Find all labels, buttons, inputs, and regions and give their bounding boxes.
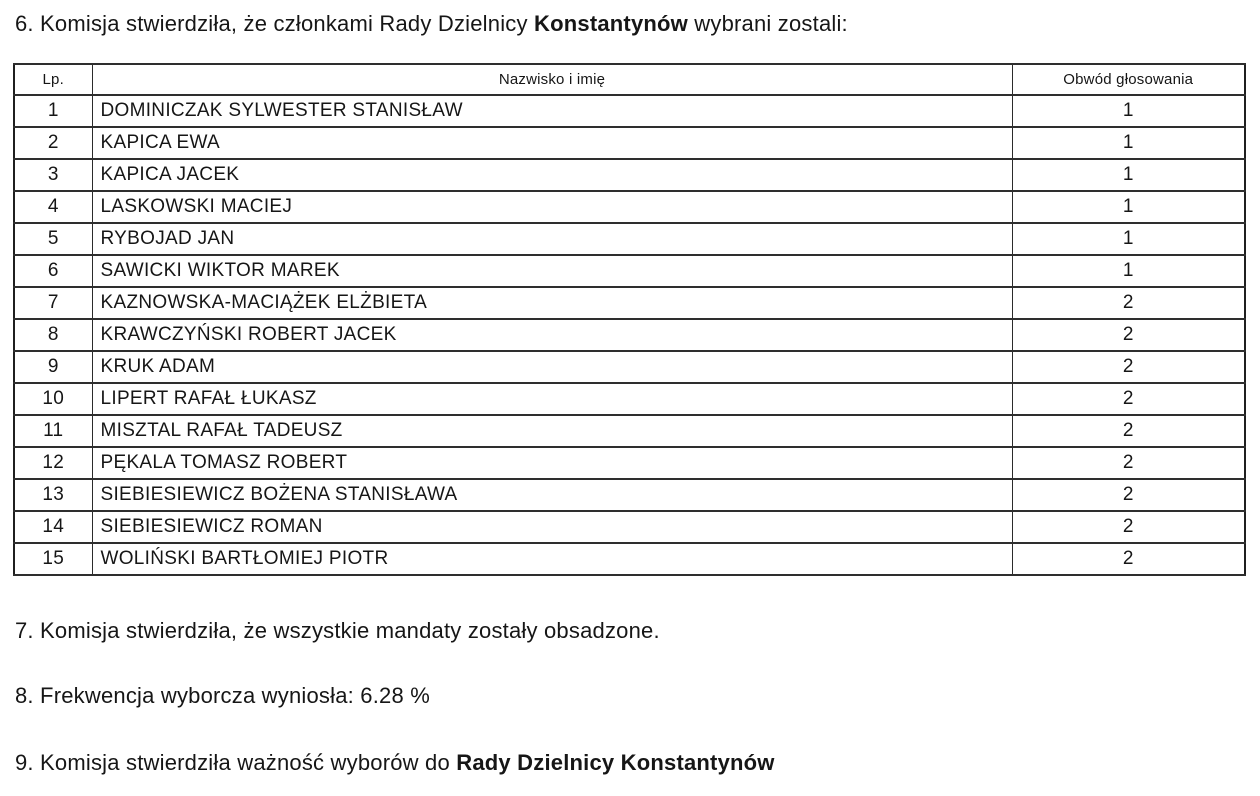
table-row [14, 479, 1245, 511]
table-row [14, 543, 1245, 575]
paragraph-6-prefix: 6. Komisja stwierdziła, że członkami Rady Dzielnicy [15, 11, 535, 36]
cell-district: 2 [1012, 351, 1245, 383]
cell-lp: 10 [14, 383, 92, 415]
cell-district: 1 [1012, 191, 1245, 223]
paragraph-6-suffix: wybrani zostali: [687, 11, 848, 36]
cell-district: 2 [1012, 447, 1245, 479]
cell-lp: 5 [14, 223, 92, 255]
table-row [14, 415, 1245, 447]
cell-name: PĘKALA TOMASZ ROBERT [92, 447, 1012, 479]
header-name: Nazwisko i imię [92, 64, 1012, 95]
paragraph-6 [15, 10, 1245, 37]
table-row [14, 127, 1245, 159]
cell-district: 2 [1012, 479, 1245, 511]
cell-lp: 15 [14, 543, 92, 575]
cell-district: 1 [1012, 255, 1245, 287]
results-table-body [14, 95, 1245, 575]
table-row [14, 223, 1245, 255]
table-row [14, 287, 1245, 319]
cell-district: 2 [1012, 511, 1245, 543]
cell-lp: 11 [14, 415, 92, 447]
cell-name: KAPICA JACEK [92, 159, 1012, 191]
cell-lp: 13 [14, 479, 92, 511]
header-lp: Lp. [14, 64, 92, 95]
cell-lp: 14 [14, 511, 92, 543]
cell-name: RYBOJAD JAN [92, 223, 1012, 255]
cell-name: KRUK ADAM [92, 351, 1012, 383]
cell-lp: 6 [14, 255, 92, 287]
cell-lp: 7 [14, 287, 92, 319]
paragraph-6-bold: Konstantynów [534, 11, 688, 36]
table-row [14, 159, 1245, 191]
cell-lp: 12 [14, 447, 92, 479]
table-row [14, 511, 1245, 543]
cell-district: 2 [1012, 319, 1245, 351]
cell-name: WOLIŃSKI BARTŁOMIEJ PIOTR [92, 543, 1012, 575]
cell-lp: 9 [14, 351, 92, 383]
table-row [14, 319, 1245, 351]
cell-name: SIEBIESIEWICZ BOŻENA STANISŁAWA [92, 479, 1012, 511]
cell-district: 2 [1012, 287, 1245, 319]
cell-district: 1 [1012, 223, 1245, 255]
cell-name: KAZNOWSKA-MACIĄŻEK ELŻBIETA [92, 287, 1012, 319]
table-row [14, 383, 1245, 415]
results-table [13, 63, 1246, 576]
cell-district: 2 [1012, 415, 1245, 447]
cell-district: 2 [1012, 543, 1245, 575]
cell-name: DOMINICZAK SYLWESTER STANISŁAW [92, 95, 1012, 127]
cell-name: KAPICA EWA [92, 127, 1012, 159]
cell-lp: 1 [14, 95, 92, 127]
paragraph-8: 8. Frekwencja wyborcza wyniosła: 6.28 % [15, 683, 430, 708]
cell-district: 2 [1012, 383, 1245, 415]
cell-name: MISZTAL RAFAŁ TADEUSZ [92, 415, 1012, 447]
table-row [14, 351, 1245, 383]
cell-lp: 4 [14, 191, 92, 223]
cell-name: LIPERT RAFAŁ ŁUKASZ [92, 383, 1012, 415]
cell-name: KRAWCZYŃSKI ROBERT JACEK [92, 319, 1012, 351]
table-row [14, 95, 1245, 127]
cell-lp: 8 [14, 319, 92, 351]
cell-district: 1 [1012, 127, 1245, 159]
cell-name: LASKOWSKI MACIEJ [92, 191, 1012, 223]
cell-name: SAWICKI WIKTOR MAREK [92, 255, 1012, 287]
table-row [14, 447, 1245, 479]
header-district: Obwód głosowania [1012, 64, 1245, 95]
table-header-row [14, 64, 1245, 95]
paragraph-9-bold: Rady Dzielnicy Konstantynów [456, 750, 775, 775]
paragraph-9 [15, 749, 1245, 776]
paragraph-9-prefix: 9. Komisja stwierdziła ważność wyborów do [15, 750, 457, 775]
cell-district: 1 [1012, 95, 1245, 127]
table-row [14, 191, 1245, 223]
paragraph-7: 7. Komisja stwierdziła, że wszystkie mandaty zostały obsadzone. [15, 618, 660, 643]
cell-lp: 2 [14, 127, 92, 159]
cell-name: SIEBIESIEWICZ ROMAN [92, 511, 1012, 543]
cell-lp: 3 [14, 159, 92, 191]
table-row [14, 255, 1245, 287]
cell-district: 1 [1012, 159, 1245, 191]
